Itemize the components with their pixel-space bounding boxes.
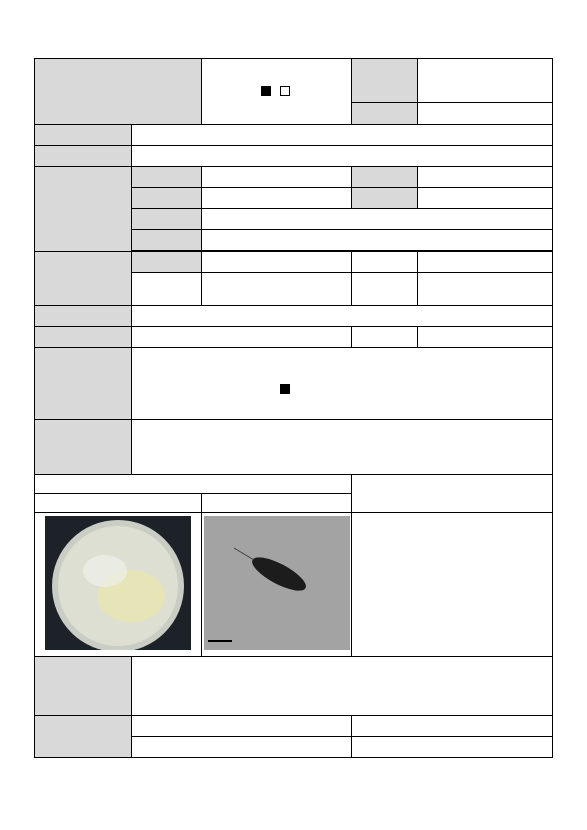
species-type-options (202, 59, 352, 125)
researcher-phone (352, 737, 553, 758)
scientific-name-label (35, 125, 132, 146)
collection-section-label (35, 167, 132, 252)
gram-stain-label (352, 327, 418, 348)
habitat-label (132, 188, 202, 209)
pigment-unknown-checkbox (280, 384, 290, 394)
images-section-label (35, 475, 352, 494)
serial-number-value (418, 103, 553, 125)
phylogenetic-tree-cell (352, 513, 553, 657)
culture-number-value (418, 59, 553, 103)
collector-label (132, 230, 202, 251)
new-species-checkbox (261, 86, 271, 96)
closest-species-label (132, 252, 202, 273)
strain-name-label (352, 273, 418, 306)
collection-date-value (202, 167, 352, 188)
tree-label (352, 475, 553, 513)
cell-micrograph (204, 516, 350, 650)
collection-site-label (352, 167, 418, 188)
researcher-name (132, 716, 352, 737)
closest-species-value (202, 252, 352, 273)
scientific-name-value (132, 125, 553, 146)
genbank-value (202, 273, 352, 306)
sequence-info-value (132, 306, 553, 327)
collection-site-value (418, 167, 553, 188)
culture-traits-label (35, 348, 132, 420)
specimen-sheet (34, 58, 552, 758)
cell-morphology-label (35, 327, 132, 348)
strain-name-value (418, 273, 553, 306)
researcher-affiliation (132, 737, 352, 758)
culture-traits-value (132, 348, 553, 420)
classification-value (132, 146, 553, 167)
sheet-table (34, 58, 553, 758)
collection-date-label (132, 167, 202, 188)
collection-number-label (352, 188, 418, 209)
sequence-info-label (35, 306, 132, 327)
publication-value (132, 657, 553, 716)
biochem-grid-cell (132, 420, 553, 475)
gps-value (202, 209, 553, 230)
collector-value (202, 230, 553, 251)
genbank-label (132, 273, 202, 306)
cell-morphology-value (132, 327, 352, 348)
cell-photo-cell (202, 513, 352, 657)
similarity-value (418, 252, 553, 273)
report-date (352, 716, 553, 737)
colony-photo-cell (35, 513, 202, 657)
culture-number-label (352, 59, 418, 103)
page-title (35, 59, 202, 125)
gram-stain-value (418, 327, 553, 348)
collection-number-value (418, 188, 553, 209)
serial-number-label (352, 103, 418, 125)
similarity-label (352, 252, 418, 273)
biochem-label (35, 420, 132, 475)
colony-label (35, 494, 202, 513)
cell-image-label (202, 494, 352, 513)
publication-label (35, 657, 132, 716)
unrecorded-checkbox (280, 86, 290, 96)
researcher-label (35, 716, 132, 758)
classification-label (35, 146, 132, 167)
habitat-value (202, 188, 352, 209)
colony-photo (45, 516, 191, 650)
closest-species-section-label (35, 252, 132, 306)
phylogenetic-tree (352, 513, 553, 653)
gps-label (132, 209, 202, 230)
